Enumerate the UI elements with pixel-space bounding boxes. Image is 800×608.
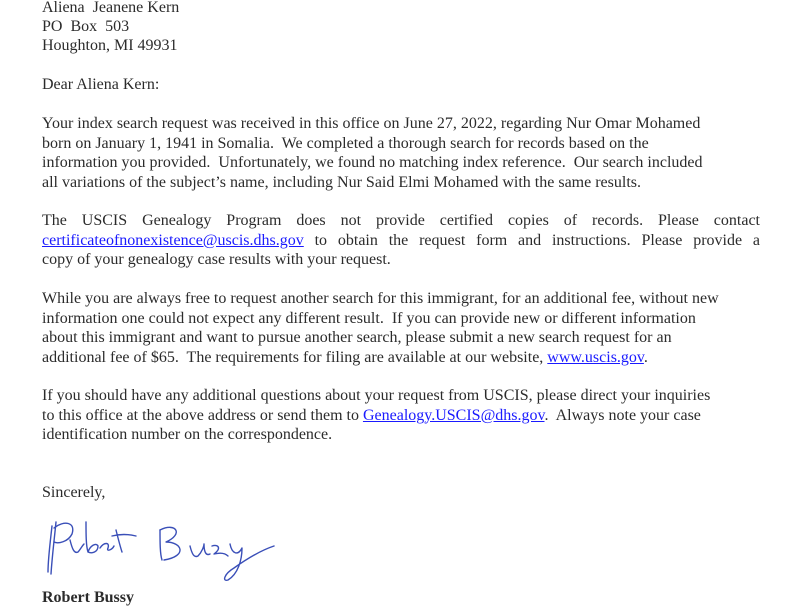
paragraph-line — [42, 406, 760, 426]
paragraph-line — [42, 231, 760, 251]
recipient-address-line2: Houghton, MI 49931 — [42, 37, 178, 54]
paragraph-new-search — [42, 289, 760, 367]
paragraph-line — [42, 348, 760, 368]
closing: Sincerely, — [42, 484, 106, 501]
recipient-name: Aliena Jeanene Kern — [42, 0, 180, 16]
recipient-address-line1: PO Box 503 — [42, 18, 130, 35]
paragraph-line: information you provided. Unfortunately, we found no matching index reference. Our search included — [42, 154, 703, 171]
paragraph-line: Your index search request was received in this office on June 27, 2022, regarding Nur Omar Mohamed — [42, 115, 701, 132]
paragraph-line: all variations of the subject’s name, including Nur Said Elmi Mohamed with the same results. — [42, 173, 641, 191]
paragraph-line: copy of your genealogy case results with your request. — [42, 251, 391, 268]
paragraph-questions — [42, 386, 760, 445]
paragraph-certified-copies — [42, 211, 760, 270]
paragraph-line: about this immigrant and want to pursue another search, please submit a new search request for an — [42, 329, 672, 346]
paragraph-text: . — [643, 348, 648, 366]
signer-name: Robert Bussy — [42, 589, 135, 606]
paragraph-line: The USCIS Genealogy Program does not provide certified copies of records. Please contact — [42, 212, 760, 229]
paragraph-text: to this office at the above address or send them to — [42, 406, 363, 424]
certificate-email-link[interactable]: certificateofnonexistence@uscis.dhs.gov — [42, 231, 304, 249]
paragraph-line: born on January 1, 1941 in Somalia. We completed a thorough search for records based on the — [42, 134, 649, 152]
paragraph-search-result — [42, 114, 760, 192]
paragraph-line: While you are always free to request another search for this immigrant, for an additional fee, without new — [42, 290, 719, 307]
paragraph-line: If you should have any additional questions about your request from USCIS, please direct your inquiries — [42, 387, 711, 404]
paragraph-line: information one could not expect any different result. If you can provide new or different information — [42, 309, 696, 327]
paragraph-text: to obtain the request form and instructions. Please provide a — [303, 231, 760, 249]
paragraph-text: additional fee of $65. The requirements for filing are available at our website, — [42, 348, 548, 366]
paragraph-text: . Always note your case — [544, 406, 701, 424]
paragraph-line: identification number on the correspondence. — [42, 426, 333, 443]
genealogy-email-link[interactable]: Genealogy.USCIS@dhs.gov — [362, 406, 545, 424]
signature-image — [42, 514, 282, 586]
uscis-website-link[interactable]: www.uscis.gov — [547, 348, 644, 366]
salutation: Dear Aliena Kern: — [42, 76, 160, 93]
